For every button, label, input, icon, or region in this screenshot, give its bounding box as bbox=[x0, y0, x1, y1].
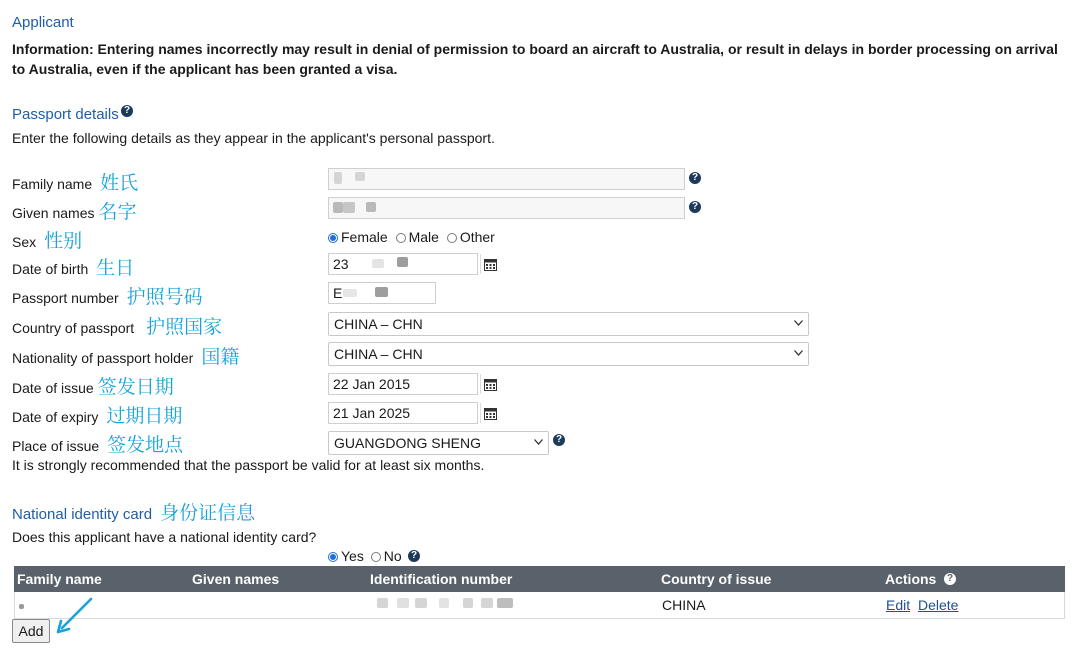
place-of-issue-cn-annotation: 签发地点 bbox=[107, 434, 184, 456]
calendar-icon[interactable] bbox=[480, 374, 499, 394]
sex-label bbox=[12, 226, 82, 253]
national-id-title-text: National identity card bbox=[12, 506, 153, 523]
column-identification-number: Identification number bbox=[370, 571, 513, 587]
family-name-input[interactable] bbox=[328, 168, 685, 190]
chevron-down-icon bbox=[534, 439, 543, 445]
family-name-cn-annotation: 姓氏 bbox=[100, 172, 139, 194]
date-of-issue-label bbox=[12, 372, 174, 399]
national-id-option-no[interactable]: No bbox=[371, 548, 402, 564]
applicant-title: Applicant bbox=[12, 14, 74, 31]
national-id-option-yes[interactable]: Yes bbox=[328, 548, 364, 564]
nationality-cn-annotation: 国籍 bbox=[201, 346, 240, 368]
national-id-title bbox=[12, 498, 255, 525]
date-of-issue-input[interactable]: 22 Jan 2015 bbox=[328, 373, 478, 395]
passport-number-label bbox=[12, 282, 203, 309]
national-id-radio-group bbox=[328, 548, 402, 564]
question-circle-icon[interactable]: ? bbox=[408, 550, 420, 562]
nationality-select[interactable] bbox=[328, 342, 809, 366]
column-family-name: Family name bbox=[17, 571, 102, 587]
edit-link[interactable]: Edit bbox=[886, 597, 911, 613]
passport-number-input[interactable]: E bbox=[328, 282, 436, 304]
given-names-label bbox=[12, 197, 137, 224]
place-of-issue-select[interactable] bbox=[328, 431, 549, 455]
radio-other[interactable] bbox=[447, 233, 457, 243]
date-of-birth-cn-annotation: 生日 bbox=[96, 257, 135, 279]
radio-yes[interactable] bbox=[328, 552, 338, 562]
national-id-question: Does this applicant have a national identity card? bbox=[12, 529, 317, 545]
column-given-names: Given names bbox=[192, 571, 280, 587]
arrow-annotation-icon bbox=[54, 596, 96, 636]
delete-link[interactable]: Delete bbox=[918, 597, 959, 613]
date-of-expiry-cn-annotation: 过期日期 bbox=[106, 405, 183, 427]
given-names-label-text: Given names bbox=[12, 205, 95, 221]
question-circle-icon[interactable]: ? bbox=[944, 573, 956, 585]
date-of-expiry-label-text: Date of expiry bbox=[12, 409, 99, 425]
question-circle-icon[interactable]: ? bbox=[689, 201, 701, 213]
sex-option-other[interactable]: Other bbox=[447, 229, 495, 245]
question-circle-icon[interactable]: ? bbox=[689, 172, 701, 184]
date-of-issue-cn-annotation: 签发日期 bbox=[97, 376, 174, 398]
country-of-passport-select[interactable] bbox=[328, 312, 809, 336]
place-of-issue-label bbox=[12, 430, 183, 457]
date-of-birth-label-text: Date of birth bbox=[12, 261, 89, 277]
add-button[interactable]: Add bbox=[12, 619, 50, 643]
question-circle-icon[interactable]: ? bbox=[121, 105, 133, 117]
radio-no[interactable] bbox=[371, 552, 381, 562]
date-of-expiry-label bbox=[12, 401, 182, 428]
chevron-down-icon bbox=[794, 350, 803, 356]
question-circle-icon[interactable]: ? bbox=[553, 434, 565, 446]
date-of-expiry-input[interactable]: 21 Jan 2025 bbox=[328, 402, 478, 424]
radio-male[interactable] bbox=[396, 233, 406, 243]
national-id-table-header bbox=[14, 566, 1065, 592]
calendar-icon[interactable] bbox=[480, 403, 499, 423]
sex-radio-group bbox=[328, 229, 495, 245]
country-of-passport-label-text: Country of passport bbox=[12, 320, 135, 336]
passport-number-label-text: Passport number bbox=[12, 290, 119, 306]
passport-details-title bbox=[12, 106, 119, 123]
country-of-passport-value: CHINA – CHN bbox=[334, 316, 423, 332]
column-country-of-issue: Country of issue bbox=[661, 571, 772, 587]
nationality-label bbox=[12, 342, 239, 369]
row-country: CHINA bbox=[662, 597, 706, 613]
family-name-label-text: Family name bbox=[12, 176, 93, 192]
sex-cn-annotation: 性别 bbox=[44, 230, 83, 252]
country-of-passport-label bbox=[12, 312, 222, 339]
date-of-birth-input[interactable]: 23 bbox=[328, 253, 478, 275]
sex-label-text: Sex bbox=[12, 234, 37, 250]
given-names-input[interactable] bbox=[328, 197, 685, 219]
applicant-info: Information: Entering names incorrectly may result in denial of permission to board an aircraft to Australia, or result in delays in border processing on arrival to Australia, even if the applicant has been granted a visa. bbox=[12, 41, 1058, 77]
table-row bbox=[14, 592, 1065, 619]
place-of-issue-value: GUANGDONG SHENG bbox=[334, 435, 482, 451]
sex-option-male[interactable]: Male bbox=[396, 229, 439, 245]
chevron-down-icon bbox=[794, 320, 803, 326]
place-of-issue-label-text: Place of issue bbox=[12, 438, 100, 454]
column-actions: Actions bbox=[885, 571, 937, 587]
sex-option-female[interactable]: Female bbox=[328, 229, 388, 245]
passport-number-cn-annotation: 护照号码 bbox=[126, 286, 203, 308]
passport-intro: Enter the following details as they appear in the applicant's personal passport. bbox=[12, 130, 495, 146]
radio-female[interactable] bbox=[328, 233, 338, 243]
passport-validity-note: It is strongly recommended that the passport be valid for at least six months. bbox=[12, 457, 485, 473]
calendar-icon[interactable] bbox=[480, 254, 499, 274]
date-of-issue-label-text: Date of issue bbox=[12, 380, 94, 396]
national-id-cn-annotation: 身份证信息 bbox=[160, 502, 256, 524]
given-names-cn-annotation: 名字 bbox=[98, 201, 137, 223]
nationality-value: CHINA – CHN bbox=[334, 346, 423, 362]
date-of-birth-label bbox=[12, 253, 134, 280]
family-name-label bbox=[12, 168, 138, 195]
passport-details-title-text: Passport details bbox=[12, 106, 119, 123]
nationality-label-text: Nationality of passport holder bbox=[12, 350, 194, 366]
country-of-passport-cn-annotation: 护照国家 bbox=[146, 316, 223, 338]
